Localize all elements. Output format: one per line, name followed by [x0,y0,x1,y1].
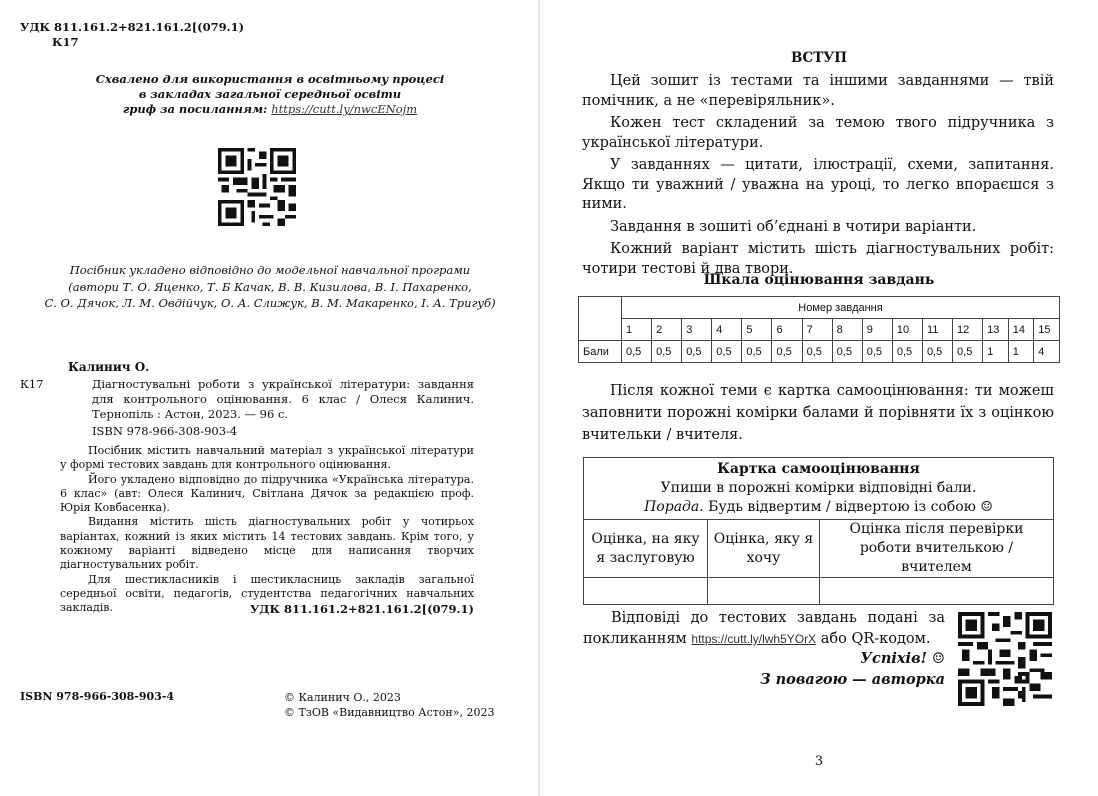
closing-block [740,648,945,690]
points-cell: 0,5 [742,341,772,363]
task-number-cell: 7 [802,319,832,341]
intro-paragraph: Цей зошит із тестами та іншими завданнями — твій помічник, а не «перевіряльник». [582,73,1054,109]
task-number-cell: 14 [1008,319,1034,341]
scoring-table [578,296,1060,363]
task-number-cell: 13 [983,319,1009,341]
annotation-paragraph: Видання містить шість діагностувальних робіт у чотирьох варіантах, кожний із яких містить 14 тестових завдань. Крім того, у кожному варіанті відведено місце для написання творчих діагностувальних робіт. [60,515,474,572]
intro-paragraph: У завданнях — цитати, ілюстрації, схеми, запитання. Якщо ти уважний / уважна на уроці, то легко впораєшся з ними. [582,157,1054,212]
table-row [584,578,1054,605]
task-number-cell: 8 [832,319,862,341]
points-cell: 0,5 [953,341,983,363]
row-label-cell: Бали [579,341,622,363]
approval-line: в закладах загальної середньої освіти [138,87,402,101]
task-number-cell: 15 [1034,319,1060,341]
table-row [579,341,1060,363]
table-row [584,458,1054,520]
approval-note [40,72,500,117]
card-instruction: Упиши в порожні комірки відповідні бали. [660,480,977,496]
answers-note: Відповіді до тестових завдань подані за покликанням https://cutt.ly/lwh5YOrX або QR-кодом. [583,610,945,647]
catalog-code: К17 [20,377,44,391]
approval-link[interactable]: https://cutt.ly/nwcENojm [271,102,418,116]
catalog-code: К17 [52,35,79,49]
task-number-cell: 6 [772,319,802,341]
annotation [60,444,474,616]
card-input-cell[interactable] [708,578,820,605]
task-number-cell: 12 [953,319,983,341]
left-page [0,0,538,796]
author-name: Калинич О. [68,360,150,374]
points-cell: 0,5 [652,341,682,363]
qr-code-icon [958,612,1052,706]
card-column-header: Оцінка, яку я хочу [708,520,820,578]
page-number: 3 [814,754,824,769]
udk-code-bottom: УДК 811.161.2+821.161.2[(079.1) [249,602,474,616]
task-number-cell: 10 [892,319,922,341]
card-input-cell[interactable] [584,578,708,605]
card-column-header: Оцінка, на яку я заслуговую [584,520,708,578]
task-number-cell: 5 [742,319,772,341]
task-number-cell: 4 [712,319,742,341]
points-cell: 0,5 [682,341,712,363]
card-input-cell[interactable] [820,578,1054,605]
points-cell: 0,5 [772,341,802,363]
task-number-cell: 1 [622,319,652,341]
program-note [28,262,512,312]
table-row [579,297,1060,319]
intro-paragraph: Кожен тест складений за темою твого підручника з української літератури. [582,115,1054,151]
points-cell: 0,5 [922,341,952,363]
card-title: Картка самооцінювання [717,461,920,477]
task-number-cell: 2 [652,319,682,341]
points-cell: 0,5 [622,341,652,363]
regards-line: З повагою — авторка [760,671,945,688]
program-line: (автори Т. О. Яценко, Т. Б Качак, В. В. Кизилова, В. І. Пахаренко, [68,279,472,294]
points-cell: 1 [983,341,1009,363]
intro-paragraph: Кожний варіант містить шість діагностувальних робіт: чотири тестові й два твори. [582,241,1054,277]
table-row [579,319,1060,341]
points-cell: 0,5 [892,341,922,363]
udk-block-top [20,20,244,50]
program-line: Посібник укладено відповідно до модельної навчальної програми [69,263,471,277]
answers-link[interactable]: https://cutt.ly/lwh5YOrX [691,632,817,646]
copyright-line: © ТзОВ «Видавництво Астон», 2023 [284,706,495,719]
table-header-cell: Номер завдання [622,297,1060,319]
table-corner-cell [579,297,622,341]
card-column-header: Оцінка після перевірки роботи вчителькою / вчителем [820,520,1054,578]
points-cell: 0,5 [832,341,862,363]
points-cell: 0,5 [862,341,892,363]
self-assessment-note: Після кожної теми є картка самооцінювання: ти можеш заповнити порожні комірки балами й порівняти їх з оцінкою вчительки / вчителя. [582,383,1054,443]
intro-text [582,72,1054,282]
task-number-cell: 11 [922,319,952,341]
success-line: Успіхів! ☺ [860,650,945,667]
intro-title: ВСТУП [791,50,847,66]
copyright-block [284,690,494,720]
table-row [584,520,1054,578]
scale-title: Шкала оцінювання завдань [703,272,935,288]
isbn-footer: ISBN 978-966-308-903-4 [20,690,175,703]
points-cell: 0,5 [802,341,832,363]
isbn-line: ISBN 978-966-308-903-4 [92,424,238,438]
annotation-paragraph: Для шестикласників і шестикласниць закладів загальної середньої освіти, педагогів, студентства педагогічних навчальних закладів. [60,572,474,615]
right-page [540,0,1098,796]
copyright-line: © Калинич О., 2023 [284,691,401,704]
approval-line: гриф за посиланням: https://cutt.ly/nwcENojm [122,102,418,116]
task-number-cell: 9 [862,319,892,341]
annotation-paragraph: Його укладено відповідно до підручника «Українська література. 6 клас» (авт: Олеся Калинич, Світлана Дячок за редакцією проф. Юрія Ковбасенка). [60,472,474,515]
annotation-paragraph: Посібник містить навчальний матеріал з української літератури у формі тестових завдань для контрольного оцінювання. [60,444,474,472]
intro-paragraph: Завдання в зошиті об’єднані в чотири варіанти. [610,218,977,235]
bibliographic-record: Діагностувальні роботи з української літератури: завдання для контрольного оцінювання. 6 клас / Олеся Калинич. Тернопіль : Астон, 2023. — 96 с. [92,377,474,421]
card-header-cell [584,458,1054,520]
program-line: С. О. Дячок, Л. М. Овдійчук, О. А. Слижук, В. М. Макаренко, І. А. Тригуб) [44,296,496,310]
qr-code-icon [218,148,296,226]
udk-code: УДК 811.161.2+821.161.2[(079.1) [20,20,245,34]
card-advice: Порада. Будь відвертим / відвертою із собою ☺ [644,499,993,515]
self-assessment-card [583,457,1054,605]
task-number-cell: 3 [682,319,712,341]
points-cell: 0,5 [712,341,742,363]
points-cell: 4 [1034,341,1060,363]
approval-line: Схвалено для використання в освітньому процесі [95,72,445,86]
points-cell: 1 [1008,341,1034,363]
